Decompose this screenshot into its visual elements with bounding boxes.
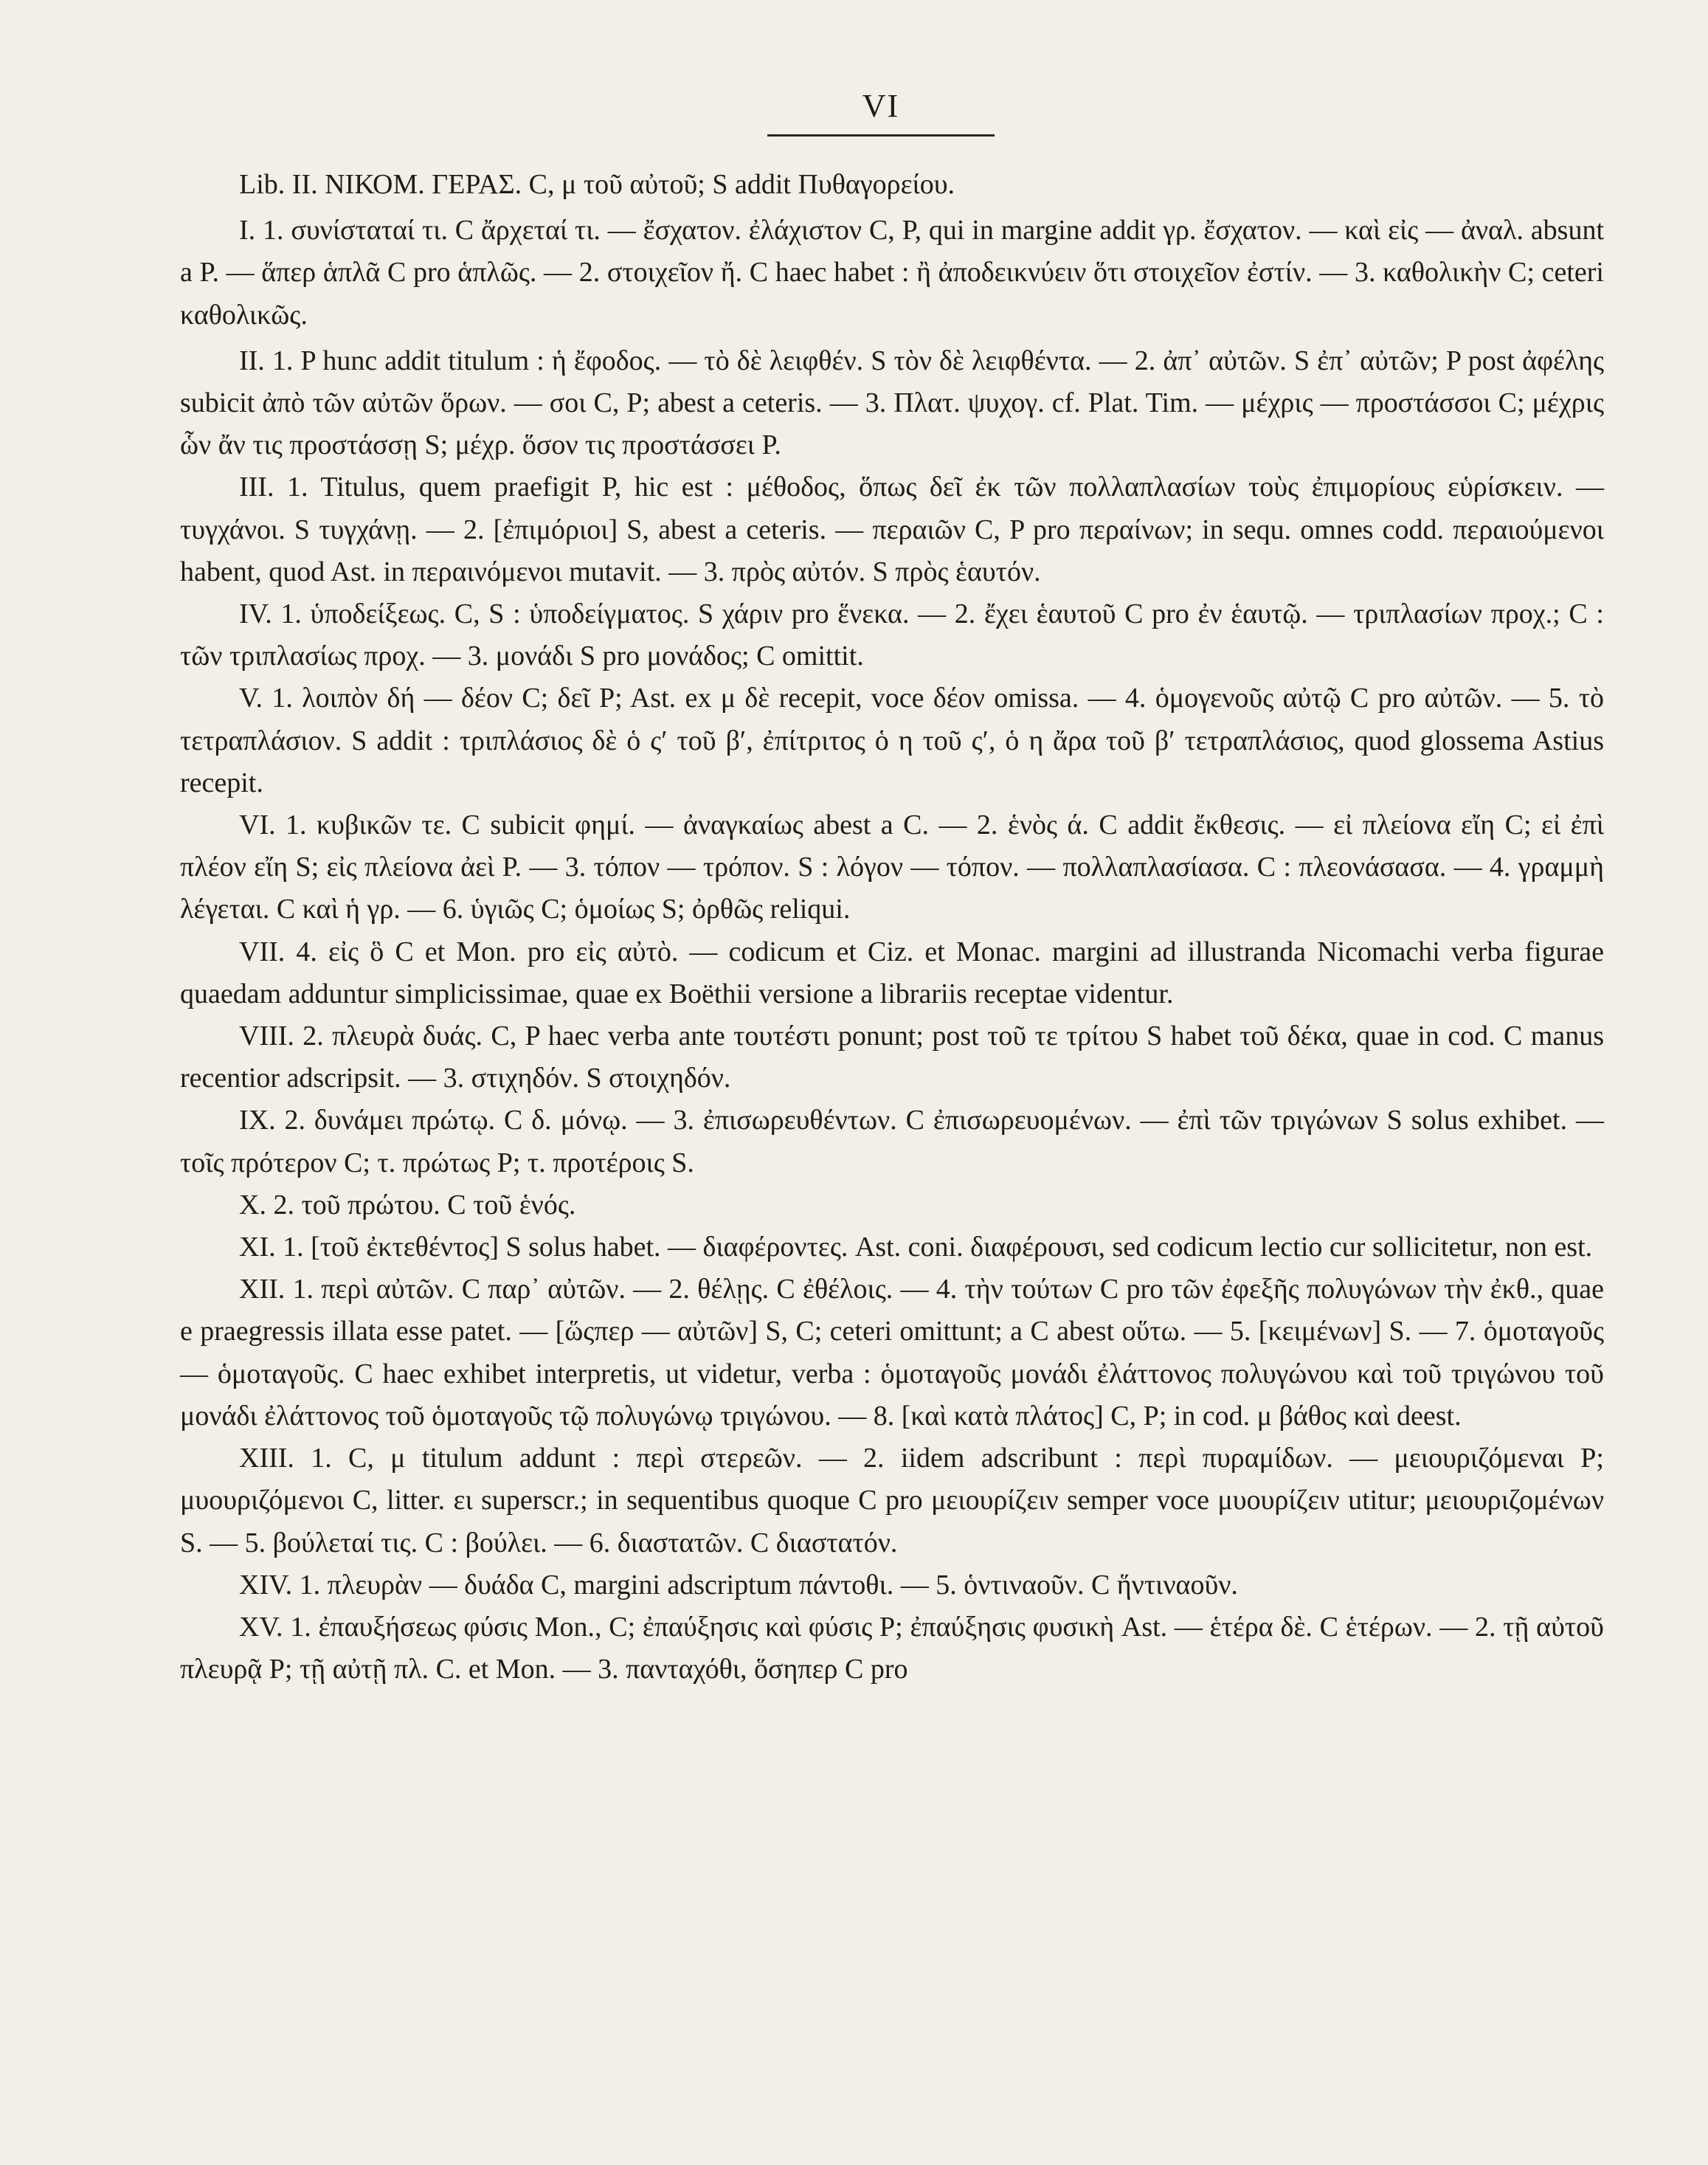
note-paragraph-iii: III. 1. Titulus, quem praefigit P, hic est : μέθοδος, ὅπως δεῖ ἐκ τῶν πολλαπλασίων τοὺς ἐπιμορίους εὑρίσκειν. — τυγχάνοι. S τυγχάνῃ. — 2. [ἐπιμόριοι] S, abest a ceteris. — περαιῶν C, P pro περαίνων; in sequ. omnes codd. περαιούμενοι habent, quod Ast. in περαινόμενοι mutavit. — 3. πρὸς αὐτόν. S πρὸς ἑαυτόν. <box>180 472 1604 587</box>
note-paragraph-ix: IX. 2. δυνάμει πρώτῳ. C δ. μόνῳ. — 3. ἐπισωρευθέντων. C ἐπισωρευομένων. — ἐπὶ τῶν τριγώνων S solus exhibet. — τοῖς πρότερον C; τ. πρώτως P; τ. προτέροις S. <box>180 1105 1604 1178</box>
header-rule <box>767 134 995 137</box>
note-paragraph-viii: VIII. 2. πλευρὰ δυάς. C, P haec verba ante τουτέστι ponunt; post τοῦ τε τρίτου S habet τοῦ δέκα, quae in cod. C manus recentior adscripsit. — 3. στιχηδόν. S στοιχηδόν. <box>180 1021 1604 1094</box>
note-paragraph-xv: XV. 1. ἐπαυξήσεως φύσις Mon., C; ἐπαύξησις καὶ φύσις P; ἐπαύξησις φυσικὴ Ast. — ἑτέρα δὲ. C ἑτέρων. — 2. τῇ αὐτοῦ πλευρᾷ P; τῇ αὐτῇ πλ. C. et Mon. — 3. πανταχόθι, ὅσηπερ C pro <box>180 1611 1604 1685</box>
note-paragraph-xii: XII. 1. περὶ αὐτῶν. C παρ᾽ αὐτῶν. — 2. θέλῃς. C ἐθέλοις. — 4. τὴν τούτων C pro τῶν ἐφεξῆς πολυγώνων τὴν ἐκθ., quae e praegressis illata esse patet. — [ὥςπερ — αὐτῶν] S, C; ceteri omittunt; a C abest οὕτω. — 5. [κειμένων] S. — 7. ὁμοταγοῦς — ὁμοταγοῦς. C haec exhibet interpretis, ut videtur, verba : ὁμοταγοῦς μονάδι ἐλάττονος πολυγώνου καὶ τοῦ τριγώνου τοῦ μονάδι ἐλάττονος τοῦ ὁμοταγοῦς τῷ πολυγώνῳ τριγώνου. — 8. [καὶ κατὰ πλάτος] C, P; in cod. μ βάθος καὶ deest. <box>180 1274 1604 1432</box>
note-paragraph-vi: VI. 1. κυβικῶν τε. C subicit φημί. — ἀναγκαίως abest a C. — 2. ἑνὸς ά. C addit ἔκθεσις. — εἰ πλείονα εἴη C; εἰ ἐπὶ πλέον εἴη S; εἰς πλείονα ἀεὶ P. — 3. τόπον — τρόπον. S : λόγον — τόπον. — πολλαπλασίασα. C : πλεονάσασα. — 4. γραμμὴ λέγεται. C καὶ ἡ γρ. — 6. ὑγιῶς C; ὁμοίως S; ὀρθῶς reliqui. <box>180 809 1604 925</box>
note-paragraph-v: V. 1. λοιπὸν δή — δέον C; δεῖ P; Ast. ex μ δὲ recepit, voce δέον omissa. — 4. ὁμογενοῦς αὐτῷ C pro αὐτῶν. — 5. τὸ τετραπλάσιον. S addit : τριπλάσιος δὲ ὁ ς′ τοῦ β′, ἐπίτριτος ὁ η τοῦ ς′, ὁ η ἄρα τοῦ β′ τετραπλάσιος, quod glossema Astius recepit. <box>180 683 1604 798</box>
note-paragraph-lib: Lib. II. ΝΙΚΟΜ. ΓΕΡΑΣ. C, μ τοῦ αὐτοῦ; S addit Πυθαγορείου. <box>239 169 955 200</box>
note-paragraph-xi: XI. 1. [τοῦ ἐκτεθέντος] S solus habet. — διαφέροντες. Ast. coni. διαφέρουσι, sed codicum lectio cur sollicitetur, non est. <box>239 1232 1593 1263</box>
apparatus-criticus <box>180 164 1604 1691</box>
page-number: VI <box>862 88 900 124</box>
note-paragraph-ii: II. 1. P hunc addit titulum : ἡ ἔφοδος. — τὸ δὲ λειφθέν. S τὸν δὲ λειφθέντα. — 2. ἀπ᾽ αὐτῶν. S ἐπ᾽ αὐτῶν; P post ἀφέλης subicit ἀπὸ τῶν αὐτῶν ὅρων. — σοι C, P; abest a ceteris. — 3. Πλατ. ψυχογ. cf. Plat. Tim. — μέχρις — προστάσσοι C; μέχρις ὧν ἄν τις προστάσσῃ S; μέχρ. ὅσον τις προστάσσει P. <box>180 345 1604 461</box>
note-paragraph-xiv: XIV. 1. πλευρὰν — δυάδα C, margini adscriptum πάντοθι. — 5. ὁντιναοῦν. C ἥντιναοῦν. <box>239 1569 1238 1601</box>
note-paragraph-vii: VII. 4. εἰς ὃ C et Mon. pro εἰς αὐτὸ. — codicum et Ciz. et Monac. margini ad illustranda Nicomachi verba figurae quaedam adduntur simplicissimae, quae ex Boëthii versione a librariis receptae videntur. <box>180 936 1604 1009</box>
note-paragraph-xiii: XIII. 1. C, μ titulum addunt : περὶ στερεῶν. — 2. iidem adscribunt : περὶ πυραμίδων. — μειουριζόμεναι P; μυουριζόμενοι C, litter. ει superscr.; in sequentibus quoque C pro μειουρίζειν semper voce μυουρίζειν utitur; μειουριζομένων S. — 5. βούλεταί τις. C : βούλει. — 6. διαστατῶν. C διαστατόν. <box>180 1443 1604 1558</box>
note-paragraph-iv: IV. 1. ὑποδείξεως. C, S : ὑποδείγματος. S χάριν pro ἕνεκα. — 2. ἔχει ἑαυτοῦ C pro ἐν ἑαυτῷ. — τριπλασίων προχ.; C : τῶν τριπλασίως προχ. — 3. μονάδι S pro μονάδος; C omittit. <box>180 598 1604 672</box>
note-paragraph-i: I. 1. συνίσταταί τι. C ἄρχεταί τι. — ἔσχατον. ἐλάχιστον C, P, qui in margine addit γρ. ἔσχατον. — καὶ εἰς — ἀναλ. absunt a P. — ἅπερ ἁπλᾶ C pro ἁπλῶς. — 2. στοιχεῖον ἤ. C haec habet : ἢ ἀποδεικνύειν ὅτι στοιχεῖον ἐστίν. — 3. καθολικὴν C; ceteri καθολικῶς. <box>180 215 1604 331</box>
note-paragraph-x: X. 2. τοῦ πρώτου. C τοῦ ἑνός. <box>239 1189 576 1220</box>
